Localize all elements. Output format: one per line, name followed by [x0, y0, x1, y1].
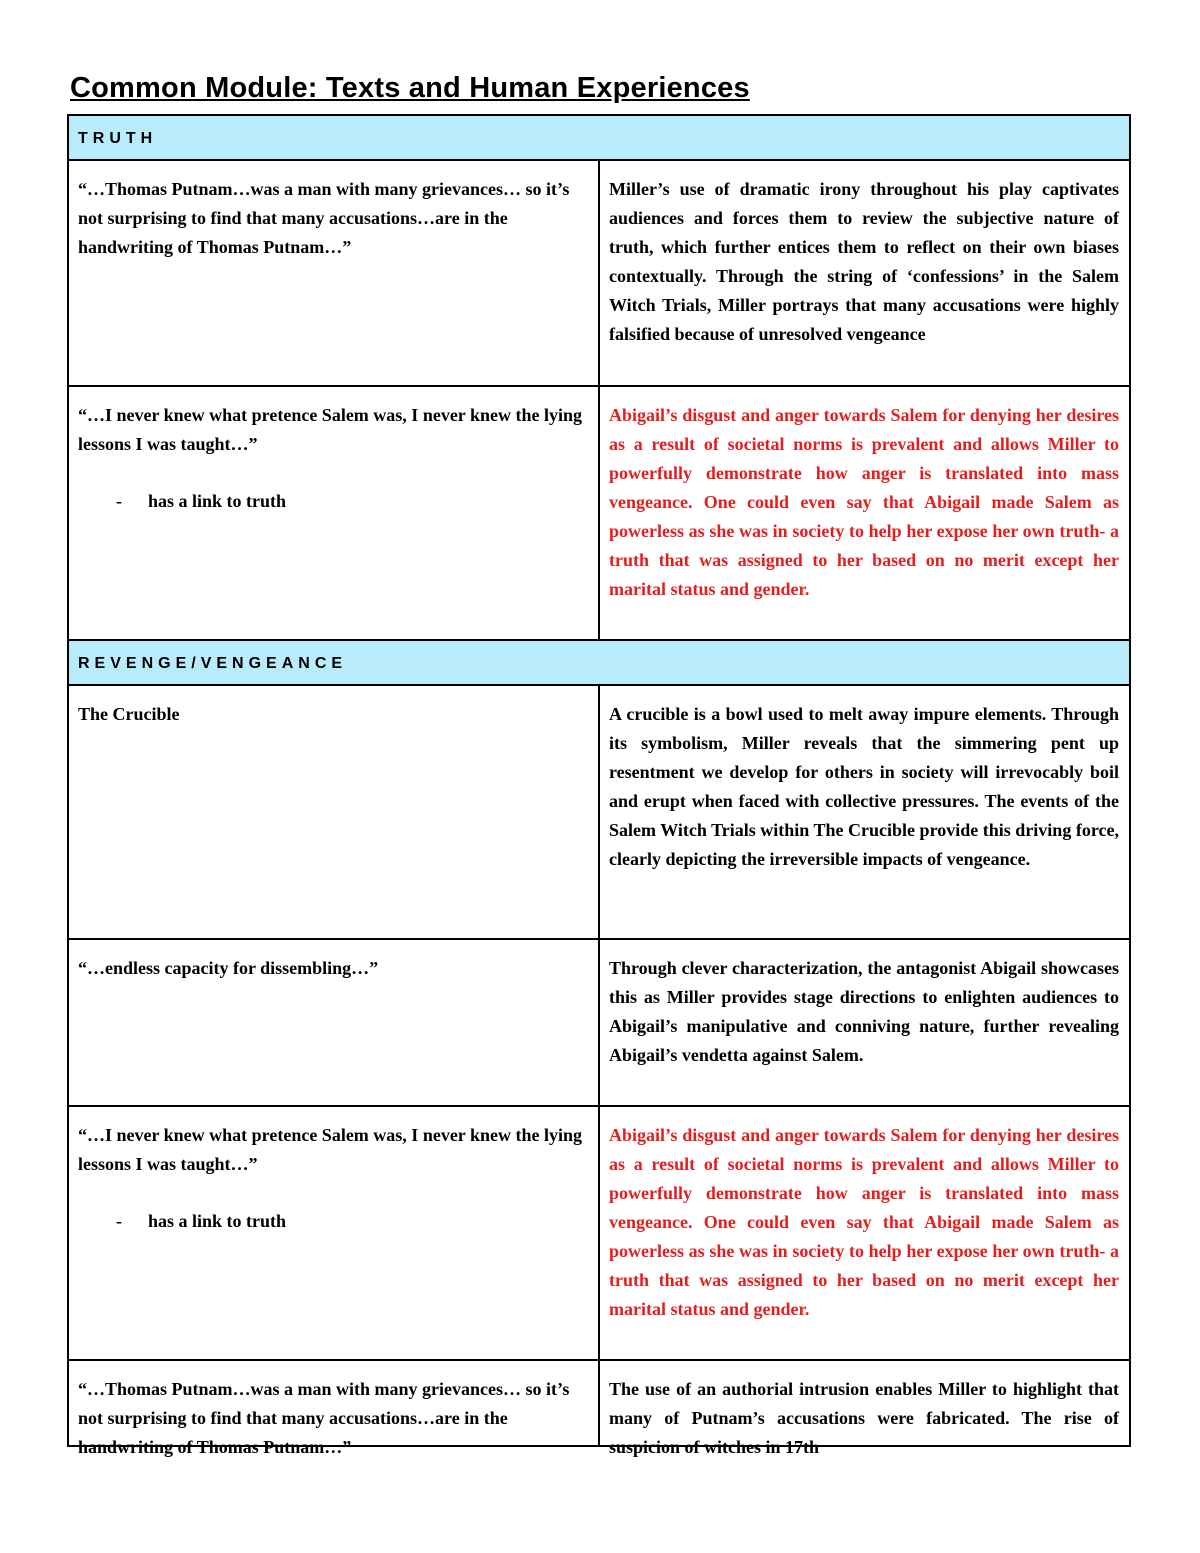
analysis-text: Miller’s use of dramatic irony throughout his play captivates audiences and forces them to review the subjective nature of truth, which further entices them to reflect on their own biases contextually. Through the string of ‘confessions’ in the Salem Witch Trials, Miller portrays that many accusations were highly falsified because of unresolved vengeance	[609, 179, 1119, 344]
analysis-cell	[599, 1360, 1130, 1457]
analysis-cell	[599, 685, 1130, 939]
analysis-cell	[599, 1106, 1130, 1360]
quote-text: The Crucible	[78, 704, 180, 724]
section-header-row	[68, 115, 1130, 160]
quote-text: “…endless capacity for dissembling…”	[78, 958, 379, 978]
table-row	[68, 1106, 1130, 1360]
analysis-text: Abigail’s disgust and anger towards Salem for denying her desires as a result of societal norms is prevalent and allows Miller to powerfully demonstrate how anger is translated into mass vengeance. One could even say that Abigail made Salem as powerless as she was in society to help her expose her own truth- a truth that was assigned to her based on no merit except her marital status and gender.	[609, 1125, 1119, 1319]
analysis-cell	[599, 160, 1130, 386]
quote-cell	[68, 939, 599, 1106]
bullet-item	[78, 1207, 588, 1236]
section-heading: TRUTH	[68, 115, 1130, 160]
notes-table	[67, 114, 1131, 1457]
quote-text: “…I never knew what pretence Salem was, I never knew the lying lessons I was taught…”	[78, 405, 582, 454]
quote-cell	[68, 685, 599, 939]
bullet-note: has a link to truth	[148, 1211, 287, 1231]
analysis-text: Abigail’s disgust and anger towards Salem for denying her desires as a result of societal norms is prevalent and allows Miller to powerfully demonstrate how anger is translated into mass vengeance. One could even say that Abigail made Salem as powerless as she was in society to help her expose her own truth- a truth that was assigned to her based on no merit except her marital status and gender.	[609, 405, 1119, 599]
analysis-text: Through clever characterization, the antagonist Abigail showcases this as Miller provides stage directions to enlighten audiences to Abigail’s manipulative and conniving nature, further revealing Abigail’s vendetta against Salem.	[609, 958, 1119, 1065]
analysis-cell	[599, 386, 1130, 640]
quote-cell	[68, 1106, 599, 1360]
quote-text: “…Thomas Putnam…was a man with many grievances… so it’s not surprising to find that many accusations…are in the handwriting of Thomas Putnam…”	[78, 1379, 570, 1457]
table-row	[68, 939, 1130, 1106]
table-row	[68, 160, 1130, 386]
bullet-dash: -	[116, 1211, 122, 1231]
section-header-row	[68, 640, 1130, 685]
quote-text: “…I never knew what pretence Salem was, I never knew the lying lessons I was taught…”	[78, 1125, 582, 1174]
bullet-item	[78, 487, 588, 516]
analysis-text: The use of an authorial intrusion enables Miller to highlight that many of Putnam’s accusations were fabricated. The rise of suspicion of witches in 17th	[609, 1379, 1119, 1457]
section-heading: REVENGE/VENGEANCE	[68, 640, 1130, 685]
page-title: Common Module: Texts and Human Experiences	[70, 72, 750, 104]
table-row	[68, 1360, 1130, 1446]
analysis-cell	[599, 939, 1130, 1106]
bullet-dash: -	[116, 491, 122, 511]
analysis-text: A crucible is a bowl used to melt away impure elements. Through its symbolism, Miller reveals that the simmering pent up resentment we develop for others in society will irrevocably boil and erupt when faced with collective pressures. The events of the Salem Witch Trials within The Crucible provide this driving force, clearly depicting the irreversible impacts of vengeance.	[609, 704, 1119, 869]
table-row	[68, 685, 1130, 939]
quote-cell	[68, 1360, 599, 1457]
quote-cell	[68, 160, 599, 386]
quote-cell	[68, 386, 599, 640]
bullet-note: has a link to truth	[148, 491, 287, 511]
table-row	[68, 386, 1130, 640]
quote-text: “…Thomas Putnam…was a man with many grievances… so it’s not surprising to find that many accusations…are in the handwriting of Thomas Putnam…”	[78, 179, 570, 257]
